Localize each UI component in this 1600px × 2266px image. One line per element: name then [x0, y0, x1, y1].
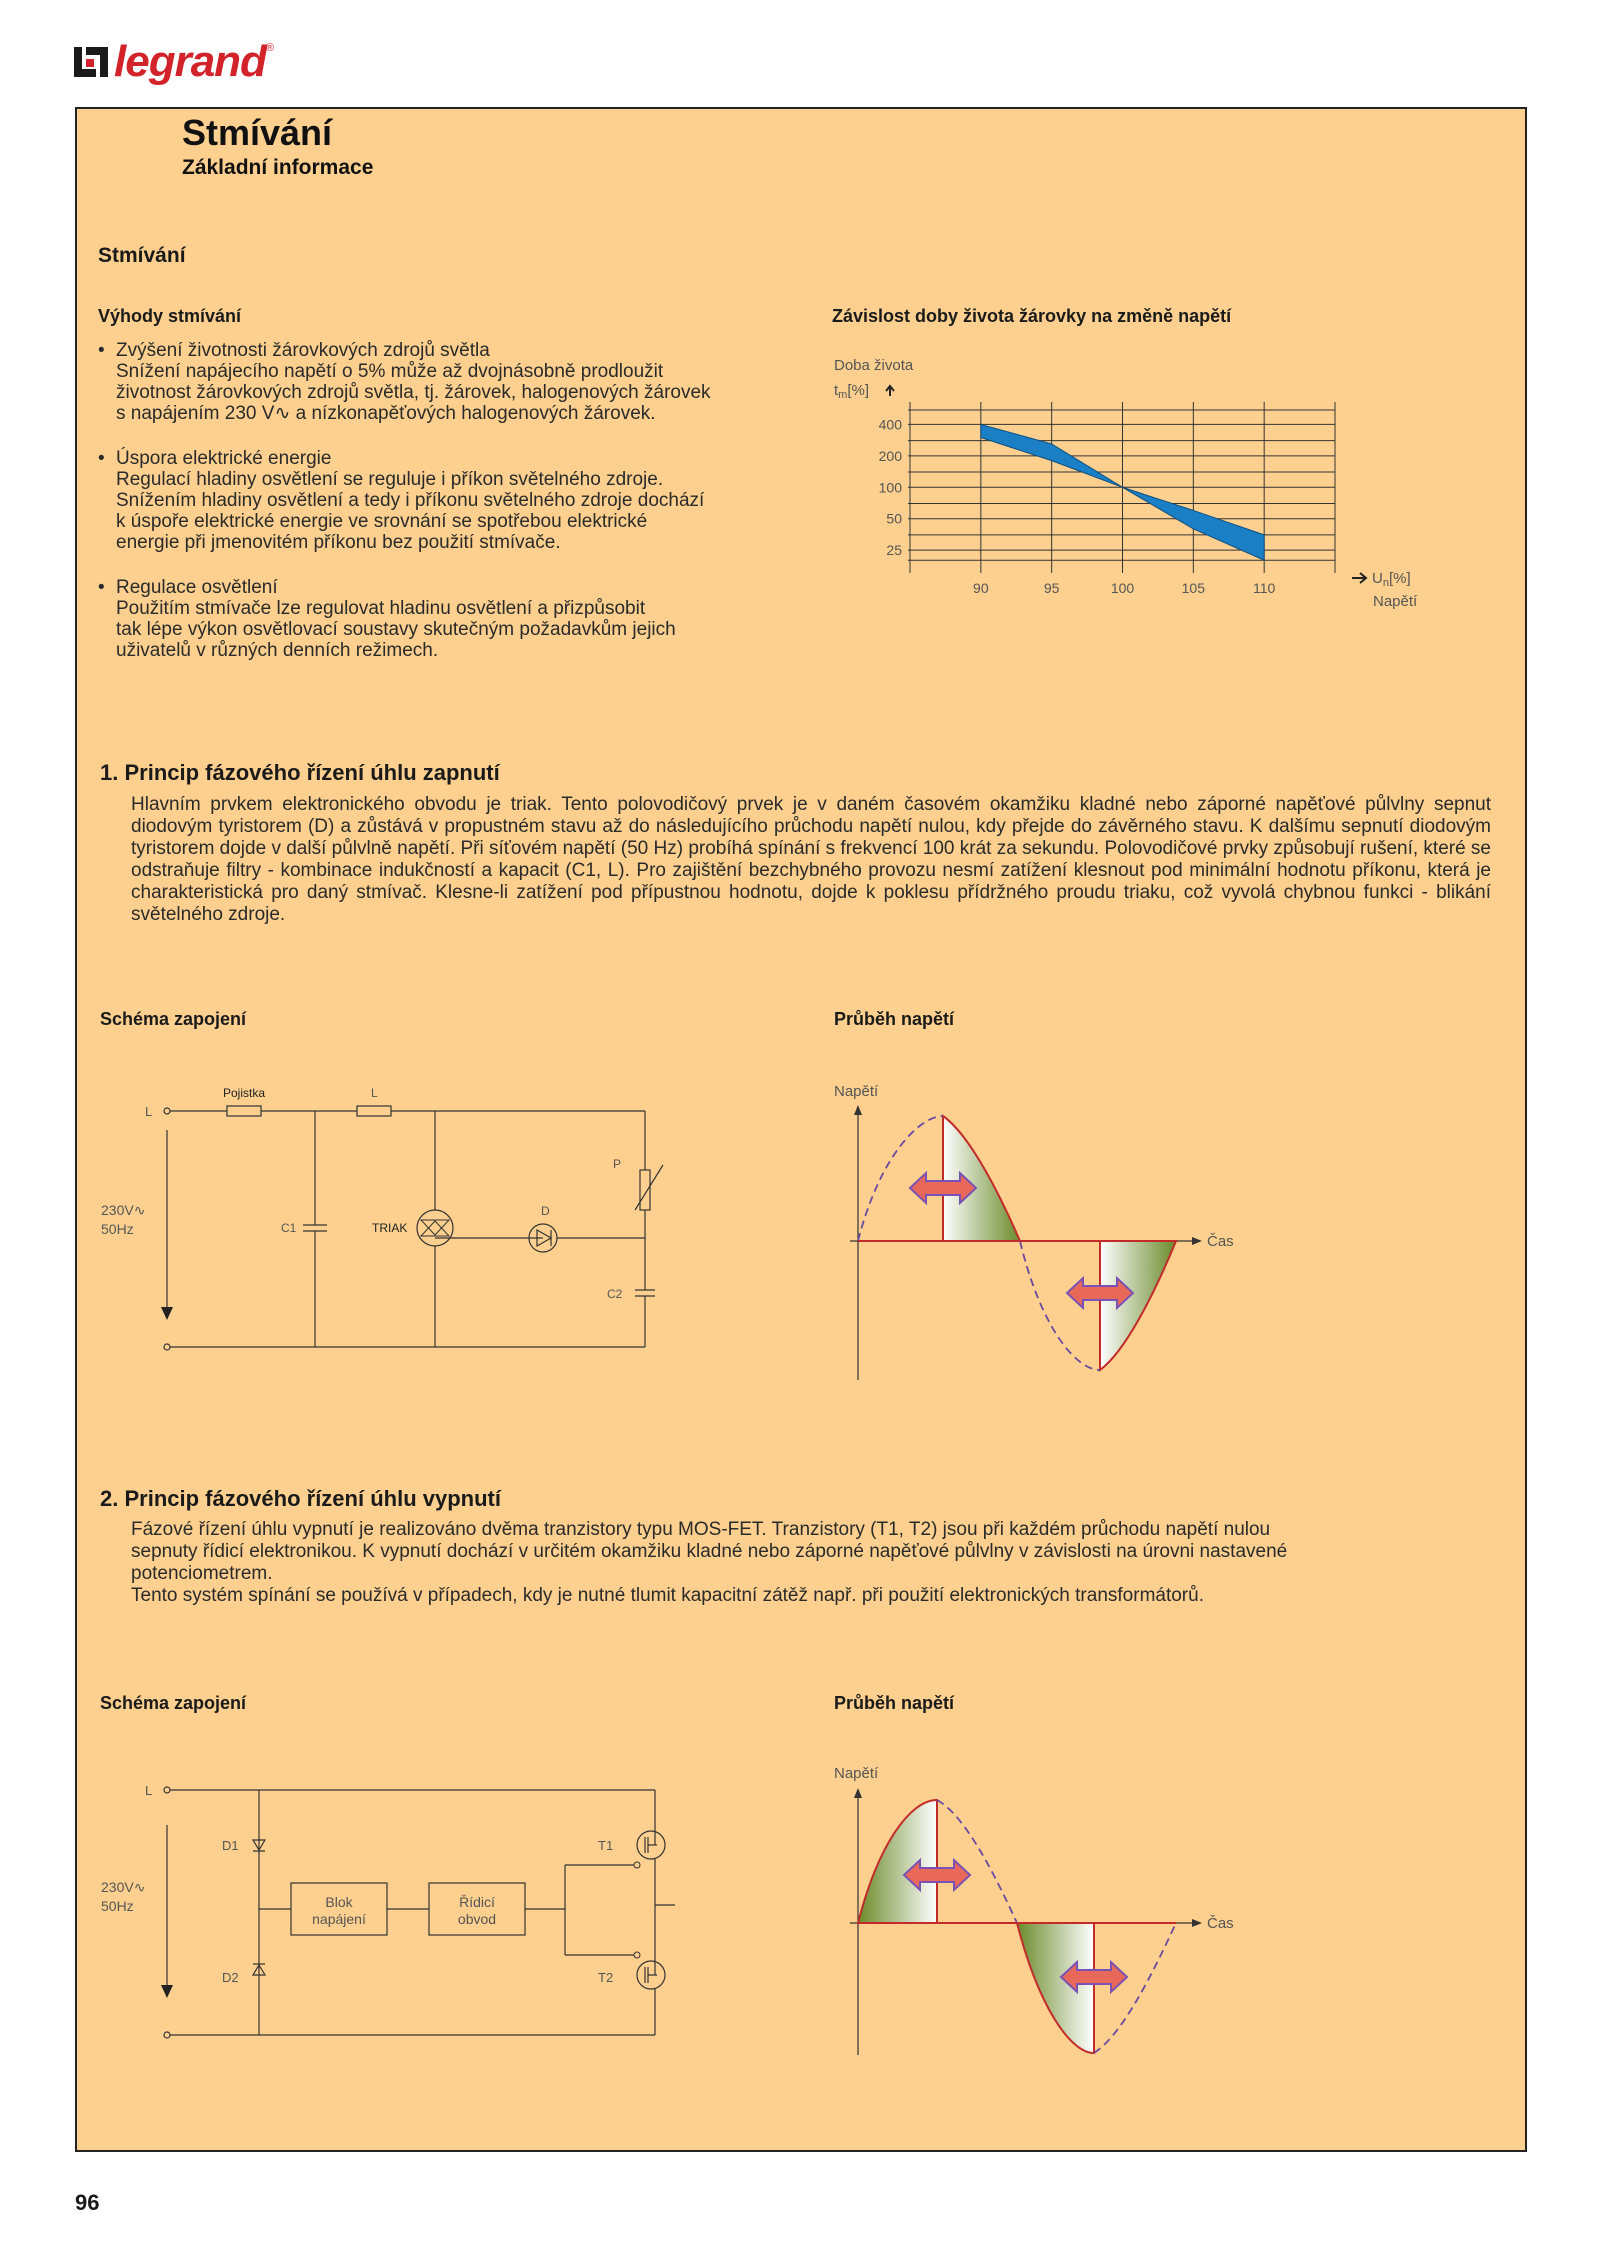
benefit-line: energie při jmenovitém příkonu bez použití stmívače. — [116, 532, 561, 553]
benefit-line: s napájením 230 V∿ a nízkonapěťových halogenových žárovek. — [116, 403, 656, 424]
label-voltage: 230V∿ — [101, 1202, 146, 1218]
leading-edge-waveform — [830, 1075, 1250, 1395]
wave1-xlabel: Čas — [1207, 1233, 1234, 1250]
label-l: L — [145, 1783, 153, 1798]
chart-y-ticks — [879, 416, 903, 558]
bullet-dot: • — [98, 577, 105, 598]
benefit-line: k úspoře elektrické energie ve srovnání se spotřebou elektrické — [116, 511, 648, 532]
block-supply-line2: napájení — [312, 1911, 366, 1927]
benefits-heading: Výhody stmívání — [98, 306, 242, 326]
y-tick-label: 400 — [878, 416, 902, 433]
benefit-line: životnost žárovkových zdrojů světla, tj. žárovek, halogenových žárovek — [116, 382, 711, 403]
section1-title: Princip fázového řízení úhlu zapnutí — [124, 760, 500, 785]
y-tick-label: 25 — [886, 542, 902, 559]
label-t1: T1 — [598, 1838, 614, 1853]
arrow-right-icon — [1192, 1919, 1202, 1927]
label-t2: T2 — [598, 1970, 614, 1985]
label-l: L — [145, 1104, 153, 1119]
label-triak: TRIAK — [372, 1221, 408, 1235]
section1-paragraph: Hlavním prvkem elektronického obvodu je triak. Tento polovodičový prvek je v daném časovém okamžiku kladné nebo záporné napěťové půlvlny sepnut diodovým tyristorem (D) a zůstává v propustném stavu až do následujícího průchodu napětí nulou, kdy přejde do závěrného stavu. K dalšímu sepnutí diodovým tyristorem dojde v další půlvlně napětí. Při síťovém napětí (50 Hz) probíhá spínání s frekvencí 100 krát za sekundu. Polovodičové prvky způsobují rušení, které se odstraňuje filtry - kombinace indukčností a kapacit (C1, L). Pro zajištění bezchybného provozu nesmí zatížení klesnout pod minimální hodnotu příkonu, která je charakteristická pro daný stmívač. Klesne-li zatížení pod přípustnou hodnotu, dojde k poklesu přídržného proudu triaku, což vyvolá chybnou funkci - blikání světelného zdroje. — [131, 794, 1491, 925]
dimmer-circuit-diagram — [95, 1075, 695, 1375]
chart-xlabel-unit: $U_n[\%]$ — [1372, 570, 1411, 589]
benefit-title: Úspora elektrické energie — [116, 448, 332, 469]
section2-paragraph — [131, 1519, 1491, 1607]
section2-number: 2. — [100, 1486, 119, 1511]
bullet-dot: • — [98, 340, 105, 361]
chart-ylabel: Doba života — [834, 357, 914, 374]
benefit-item — [98, 577, 818, 661]
x-tick-label: 90 — [973, 580, 989, 596]
section2-heading — [100, 1486, 501, 1512]
benefit-title: Zvýšení životnosti žárovkových zdrojů světla — [116, 340, 490, 361]
label-c1: C1 — [281, 1221, 297, 1235]
label-p: P — [613, 1157, 622, 1171]
lifespan-chart — [820, 350, 1440, 620]
wave1-ylabel: Napětí — [834, 1083, 879, 1100]
label-fuse: Pojistka — [223, 1086, 266, 1100]
trailing-edge-waveform — [830, 1755, 1250, 2075]
label-voltage: 230V∿ — [101, 1879, 146, 1895]
label-d1: D1 — [222, 1838, 239, 1853]
benefit-line: Použitím stmívače lze regulovat hladinu osvětlení a přizpůsobit — [116, 598, 646, 619]
label-d2: D2 — [222, 1970, 239, 1985]
x-tick-label: 95 — [1043, 580, 1060, 596]
schema1-heading: Schéma zapojení — [100, 1009, 247, 1029]
x-tick-label: 100 — [1110, 580, 1135, 596]
wave2-heading: Průběh napětí — [834, 1693, 955, 1713]
label-frequency: 50Hz — [101, 1221, 134, 1237]
section2-line: sepnuty řídicí elektronikou. K vypnutí dochází v určitém okamžiku kladné nebo záporné napěťové půlvlny v závislosti na úrovni nastavené — [131, 1541, 1288, 1562]
benefit-line: tak lépe výkon osvětlovací soustavy skutečným požadavkům jejich — [116, 619, 676, 640]
arrow-up-icon — [854, 1788, 862, 1798]
legrand-logo-mark — [74, 45, 108, 79]
y-tick-label: 200 — [878, 447, 902, 464]
mosfet-circuit-diagram — [95, 1765, 695, 2045]
benefit-title: Regulace osvětlení — [116, 577, 278, 598]
block-supply-line1: Blok — [325, 1894, 353, 1910]
chart-grid — [908, 402, 1335, 573]
wave1-heading: Průběh napětí — [834, 1009, 955, 1029]
block-control-line1: Řídicí — [459, 1894, 495, 1910]
chart-x-ticks — [973, 580, 1275, 596]
page-subtitle: Základní informace — [182, 156, 374, 179]
section2-line: Tento systém spínání se používá v případech, kdy je nutné tlumit kapacitní zátěž např. při použití elektronických transformátorů. — [131, 1585, 1204, 1606]
block-control-line2: obvod — [457, 1911, 497, 1927]
registered-mark: ® — [265, 42, 275, 54]
legrand-logo — [74, 36, 274, 88]
triac-icon — [421, 1220, 449, 1236]
y-tick-label: 50 — [886, 510, 902, 527]
benefit-item — [98, 448, 818, 553]
benefit-line: Regulací hladiny osvětlení se reguluje i příkon světelného zdroje. — [116, 469, 664, 490]
page-title: Stmívání — [182, 112, 333, 153]
benefit-line: Snížením hladiny osvětlení a tedy i příkonu světelného zdroje dochází — [116, 490, 705, 511]
wave2-xlabel: Čas — [1207, 1915, 1234, 1932]
benefit-item — [98, 340, 818, 424]
chart-heading: Závislost doby života žárovky na změně napětí — [832, 306, 1232, 326]
arrow-down-icon — [161, 1307, 173, 1320]
schema2-heading: Schéma zapojení — [100, 1693, 247, 1713]
benefit-line: uživatelů v různých denních režimech. — [116, 640, 439, 661]
section2-line: Fázové řízení úhlu vypnutí je realizováno dvěma tranzistory typu MOS-FET. Tranzistory (T1, T2) jsou při každém průchodu napětí nulou — [131, 1519, 1271, 1540]
arrow-right-icon — [1352, 573, 1366, 583]
benefit-line: Snížení napájecího napětí o 5% může až dvojnásobně prodloužit — [116, 361, 664, 382]
arrow-down-icon — [161, 1985, 173, 1998]
label-c2: C2 — [607, 1287, 623, 1301]
section-title: Stmívání — [98, 244, 186, 267]
page-number: 96 — [75, 2190, 100, 2215]
bullet-dot: • — [98, 448, 105, 469]
section2-line: potenciometrem. — [131, 1563, 273, 1584]
chart-ylabel-unit: $t_m[\%]$ — [834, 382, 870, 401]
arrow-up-icon — [886, 386, 894, 396]
arrow-right-icon — [1192, 1237, 1202, 1245]
label-frequency: 50Hz — [101, 1898, 134, 1914]
arrow-up-icon — [854, 1105, 862, 1115]
label-d: D — [541, 1204, 550, 1218]
brand-wordmark: legrand — [114, 37, 266, 86]
y-tick-label: 100 — [878, 479, 902, 496]
x-tick-label: 105 — [1181, 580, 1206, 596]
section1-number: 1. — [100, 760, 119, 785]
x-tick-label: 110 — [1253, 580, 1276, 596]
chart-xlabel: Napětí — [1373, 593, 1418, 610]
section1-heading — [100, 760, 500, 786]
wave2-ylabel: Napětí — [834, 1765, 879, 1782]
section2-title: Princip fázového řízení úhlu vypnutí — [124, 1486, 501, 1511]
label-inductor: L — [371, 1086, 378, 1100]
